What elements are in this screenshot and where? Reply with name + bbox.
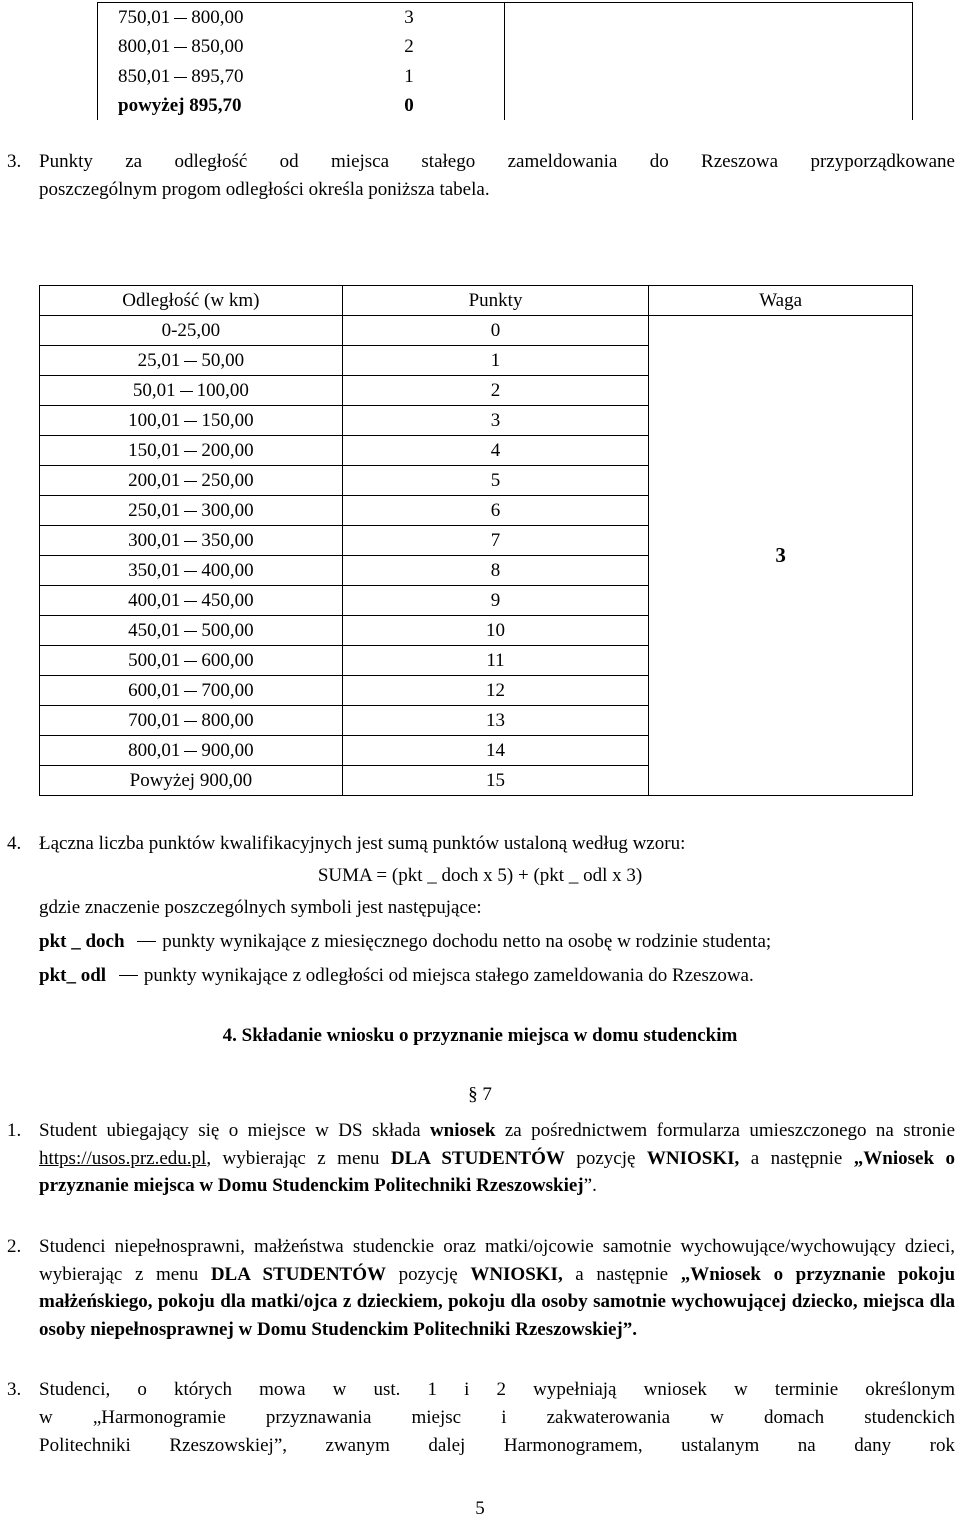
points-cell: 6 bbox=[342, 496, 649, 526]
range-dash bbox=[184, 541, 197, 542]
range-to: 800,00 bbox=[201, 710, 254, 731]
symbol-description: punkty wynikające z odległości od miejsca stałego zameldowania do Rzeszowa. bbox=[143, 965, 754, 986]
range-to: 700,00 bbox=[201, 680, 254, 701]
range-to: 450,00 bbox=[201, 590, 254, 611]
table-row bbox=[98, 32, 913, 61]
symbol-term: pkt_ odl bbox=[39, 965, 107, 986]
column-header-weight: Waga bbox=[649, 286, 913, 316]
points-cell: 7 bbox=[342, 526, 649, 556]
range-dash bbox=[184, 361, 197, 362]
range-to: 100,00 bbox=[196, 380, 249, 401]
range-value bbox=[118, 3, 244, 32]
weight-cell bbox=[505, 62, 913, 91]
symbol-definition-odl bbox=[39, 962, 754, 990]
range-to: 350,00 bbox=[201, 530, 254, 551]
range-from: 400,01 bbox=[128, 590, 181, 611]
range-value bbox=[128, 556, 254, 585]
range-dash bbox=[184, 481, 197, 482]
column-header-points: Punkty bbox=[342, 286, 649, 316]
distance-cell bbox=[40, 496, 343, 526]
range-to: 300,00 bbox=[201, 500, 254, 521]
bold-run: WNIOSKI, bbox=[646, 1147, 740, 1169]
distance-cell bbox=[40, 736, 343, 766]
range-value bbox=[128, 466, 254, 495]
text-run: pozycję bbox=[564, 1147, 647, 1169]
points-cell: 1 bbox=[342, 346, 649, 376]
range-dash bbox=[180, 391, 193, 392]
distance-cell bbox=[40, 526, 343, 556]
points-cell: 13 bbox=[342, 706, 649, 736]
range-value bbox=[118, 62, 244, 91]
range-dash bbox=[184, 571, 197, 572]
text-run: , wybierając z menu bbox=[206, 1147, 391, 1169]
threshold-cell bbox=[98, 91, 315, 120]
range-dash bbox=[184, 661, 197, 662]
range-from: 450,01 bbox=[128, 620, 181, 641]
distance-cell bbox=[40, 616, 343, 646]
table-row bbox=[98, 3, 913, 33]
bold-run: „Wniosek o przyznanie pokoju małżeńskiego, pokoju dla matki/ojca z dzieckiem, pokoju dla osoby samotnie wychowującej dziecko, miejsca dla osoby niepełnosprawnej w Domu Studenckim Politechniki Rzeszowskiej”. bbox=[39, 1263, 956, 1340]
range-to: 500,00 bbox=[201, 620, 254, 641]
range-dash bbox=[184, 721, 197, 722]
text-run: a następnie bbox=[562, 1263, 681, 1285]
range-value bbox=[128, 586, 254, 615]
range-dash bbox=[184, 451, 197, 452]
range-from: 100,01 bbox=[128, 410, 181, 431]
range-value bbox=[138, 346, 245, 375]
range-dash bbox=[184, 601, 197, 602]
range-value bbox=[128, 496, 254, 525]
range-value bbox=[128, 706, 254, 735]
distance-cell bbox=[40, 706, 343, 736]
weight-cell bbox=[505, 32, 913, 61]
points-cell: 3 bbox=[314, 3, 505, 33]
range-from: 350,01 bbox=[128, 560, 181, 581]
range-from: 600,01 bbox=[128, 680, 181, 701]
bold-run: DLA STUDENTÓW bbox=[210, 1263, 387, 1285]
range-to: 150,00 bbox=[201, 410, 254, 431]
range-value bbox=[118, 32, 244, 61]
range-from: 150,01 bbox=[128, 440, 181, 461]
points-cell: 11 bbox=[342, 646, 649, 676]
text-run: Student ubiegający się o miejsce w DS składa bbox=[39, 1120, 430, 1141]
range-to: 900,00 bbox=[201, 740, 254, 761]
range-dash bbox=[184, 421, 197, 422]
distance-points-table-body bbox=[40, 286, 913, 796]
range-dash bbox=[184, 691, 197, 692]
range-label: 0-25,00 bbox=[161, 320, 221, 341]
points-cell: 12 bbox=[342, 676, 649, 706]
points-cell: 10 bbox=[342, 616, 649, 646]
table-row bbox=[40, 316, 913, 346]
bold-run: wniosek bbox=[429, 1120, 496, 1141]
text-run: ”. bbox=[583, 1175, 597, 1196]
text-run: a następnie bbox=[739, 1147, 854, 1169]
threshold-cell bbox=[98, 62, 315, 91]
distance-cell bbox=[40, 376, 343, 406]
income-threshold-table-body bbox=[98, 3, 913, 121]
range-value bbox=[128, 736, 254, 765]
income-threshold-table bbox=[97, 2, 913, 120]
range-dash bbox=[184, 511, 197, 512]
distance-cell bbox=[40, 436, 343, 466]
symbols-intro: gdzie znaczenie poszczególnych symboli jest następujące: bbox=[39, 897, 482, 918]
range-label: powyżej 895,70 bbox=[118, 94, 242, 116]
range-to: 200,00 bbox=[201, 440, 254, 461]
points-cell: 2 bbox=[314, 32, 505, 61]
range-value bbox=[128, 646, 254, 675]
distance-cell bbox=[40, 586, 343, 616]
range-value bbox=[128, 406, 254, 435]
range-to: 250,00 bbox=[201, 470, 254, 491]
item-text-line: w „Harmonogramie przyznawania miejsc i zakwaterowania w domach studenckich bbox=[39, 1407, 955, 1428]
range-label: Powyżej 900,00 bbox=[129, 770, 253, 791]
points-formula: SUMA = (pkt _ doch x 5) + (pkt _ odl x 3) bbox=[317, 865, 643, 886]
range-value bbox=[128, 436, 254, 465]
range-to: 850,00 bbox=[191, 36, 244, 58]
bold-run: DLA STUDENTÓW bbox=[390, 1147, 565, 1169]
range-value bbox=[128, 676, 254, 705]
points-cell: 1 bbox=[314, 62, 505, 91]
distance-cell bbox=[40, 646, 343, 676]
range-value bbox=[118, 91, 241, 120]
item-text bbox=[39, 1117, 955, 1200]
usos-link[interactable]: https://usos.prz.edu.pl bbox=[39, 1147, 207, 1169]
points-cell: 2 bbox=[342, 376, 649, 406]
paragraph-text-line: poszczególnym progom odległości określa poniższa tabela. bbox=[39, 179, 490, 200]
bold-run: „Wniosek o przyznanie miejsca w Domu Studenckim Politechniki Rzeszowskiej bbox=[39, 1147, 955, 1196]
range-value bbox=[128, 526, 254, 555]
range-to: 895,70 bbox=[191, 65, 244, 87]
weight-value: 3 bbox=[649, 316, 913, 796]
range-from: 800,01 bbox=[128, 740, 181, 761]
distance-cell bbox=[40, 676, 343, 706]
points-cell: 4 bbox=[342, 436, 649, 466]
distance-cell bbox=[40, 346, 343, 376]
range-dash bbox=[184, 751, 197, 752]
points-cell: 0 bbox=[314, 91, 505, 120]
range-from: 25,01 bbox=[137, 350, 181, 371]
distance-cell bbox=[40, 766, 343, 796]
text-run: Studenci niepełnosprawni, małżeństwa studenckie oraz matki/ojcowie samotnie wychowujące/wychowujący dzieci, wybierając z menu bbox=[39, 1236, 955, 1285]
range-value bbox=[130, 766, 252, 795]
item-number: 1. bbox=[7, 1120, 22, 1141]
range-to: 600,00 bbox=[201, 650, 254, 671]
distance-cell bbox=[40, 556, 343, 586]
points-cell: 0 bbox=[342, 316, 649, 346]
points-cell: 8 bbox=[342, 556, 649, 586]
range-from: 850,01 bbox=[118, 65, 171, 87]
range-from: 200,01 bbox=[128, 470, 181, 491]
symbol-term: pkt _ doch bbox=[39, 931, 125, 952]
distance-cell bbox=[40, 466, 343, 496]
range-dash bbox=[174, 77, 187, 78]
dash-separator bbox=[137, 941, 156, 942]
range-from: 300,01 bbox=[128, 530, 181, 551]
range-from: 50,01 bbox=[132, 380, 176, 401]
section-heading: 4. Składanie wniosku o przyznanie miejsca w domu studenckim bbox=[222, 1025, 738, 1046]
item-number: 3. bbox=[7, 1379, 22, 1400]
section-paragraph-mark: § 7 bbox=[468, 1084, 492, 1105]
points-cell: 3 bbox=[342, 406, 649, 436]
range-from: 500,01 bbox=[128, 650, 181, 671]
paragraph-number: 3. bbox=[7, 151, 22, 172]
page-number: 5 bbox=[475, 1498, 485, 1519]
range-to: 400,00 bbox=[201, 560, 254, 581]
weight-cell bbox=[505, 3, 913, 33]
paragraph-number: 4. bbox=[7, 833, 22, 854]
range-value bbox=[133, 376, 249, 405]
text-run: pozycję bbox=[386, 1263, 471, 1285]
symbol-description: punkty wynikające z miesięcznego dochodu netto na osobę w rodzinie studenta; bbox=[162, 931, 772, 952]
distance-cell bbox=[40, 406, 343, 436]
item-text-line: Politechniki Rzeszowskiej”, zwanym dalej Harmonogramem, ustalanym na dany rok bbox=[39, 1435, 955, 1456]
weight-cell bbox=[505, 91, 913, 120]
paragraph-text-line: Punkty za odległość od miejsca stałego zameldowania do Rzeszowa przyporządkowane bbox=[39, 151, 955, 172]
points-cell: 14 bbox=[342, 736, 649, 766]
range-from: 800,01 bbox=[118, 36, 171, 58]
range-from: 700,01 bbox=[128, 710, 181, 731]
symbol-definition-doch bbox=[39, 928, 771, 956]
table-row bbox=[98, 91, 913, 120]
column-header-distance: Odległość (w km) bbox=[40, 286, 343, 316]
distance-cell bbox=[40, 316, 343, 346]
range-dash bbox=[174, 18, 187, 19]
range-to: 800,00 bbox=[191, 7, 244, 28]
points-cell: 5 bbox=[342, 466, 649, 496]
item-text-line: Studenci, o których mowa w ust. 1 i 2 wypełniają wniosek w terminie określonym bbox=[39, 1379, 955, 1400]
points-cell: 9 bbox=[342, 586, 649, 616]
range-value bbox=[128, 616, 254, 645]
range-dash bbox=[174, 47, 187, 48]
item-text bbox=[39, 1233, 955, 1343]
table-header-row bbox=[40, 286, 913, 316]
range-from: 250,01 bbox=[128, 500, 181, 521]
points-cell: 15 bbox=[342, 766, 649, 796]
item-number: 2. bbox=[7, 1236, 22, 1257]
threshold-cell bbox=[98, 3, 315, 33]
range-from: 750,01 bbox=[118, 7, 171, 28]
range-value bbox=[162, 316, 221, 345]
table-row bbox=[98, 62, 913, 91]
range-dash bbox=[184, 631, 197, 632]
range-to: 50,00 bbox=[201, 350, 245, 371]
bold-run: WNIOSKI, bbox=[470, 1263, 563, 1285]
text-run: za pośrednictwem formularza umieszczonego na stronie bbox=[495, 1120, 955, 1141]
dash-separator bbox=[119, 975, 138, 976]
distance-points-table bbox=[39, 285, 913, 796]
threshold-cell bbox=[98, 32, 315, 61]
paragraph-text: Łączna liczba punktów kwalifikacyjnych jest sumą punktów ustaloną według wzoru: bbox=[39, 833, 686, 854]
